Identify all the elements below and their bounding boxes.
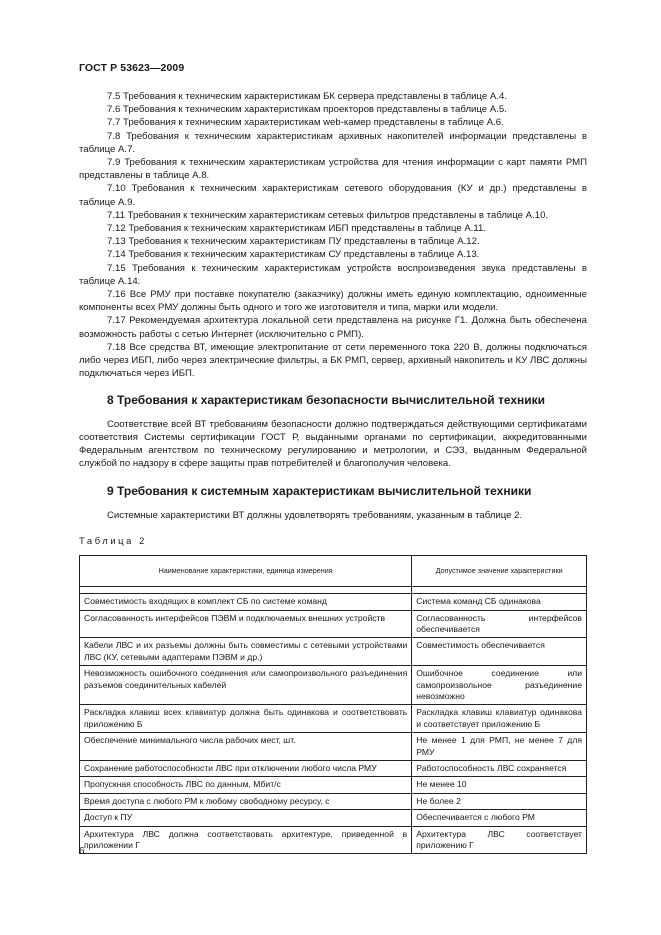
table-cell-value: Архитектура ЛВС соответствует приложению Г [412,826,587,854]
table-cell-value: Ошибочное соединение или самопроизвольное разъединение невозможно [412,666,587,705]
table-row [80,793,587,809]
table-cell-value: Не менее 1 для РМП, не менее 7 для РМУ [412,733,587,761]
table-cell-characteristic: Совместимость входящих в комплект СБ по системе команд [80,594,412,610]
table-row [80,638,587,666]
paragraph-7-7: 7.7 Требования к техническим характеристикам web-камер представлены в таблице А.6. [107,117,504,129]
table-spacer-cell [412,587,587,594]
paragraph-7-9: 7.9 Требования к техническим характеристикам устройства для чтения информации с карт памяти РМП представлены в таблице А.8. [79,157,587,182]
table-caption: Таблица 2 [79,534,147,546]
table-cell-characteristic: Согласованность интерфейсов ПЭВМ и подключаемых внешних устройств [80,610,412,638]
table-cell-characteristic: Обеспечение минимального числа рабочих мест, шт. [80,733,412,761]
section9-heading: 9 Требования к системным характеристикам вычислительной техники [107,484,532,499]
section9-text: Системные характеристики ВТ должны удовлетворять требованиям, указанным в таблице 2. [107,509,523,521]
table-row [80,810,587,826]
table-header-characteristic: Наименование характеристики, единица измерения [80,556,412,587]
table-cell-value: Система команд СБ одинакова [412,594,587,610]
table-cell-value: Совместимость обеспечивается [412,638,587,666]
requirements-table [79,555,587,854]
table-cell-characteristic: Архитектура ЛВС должна соответствовать архитектуре, приведенной в приложении Г [80,826,412,854]
section8-text: Соответствие всей ВТ требованиям безопасности должно подтверждаться действующими сертификатами соответствия Системы сертификации ГОСТ Р, выданными органами по сертификации, аккредитованными Федеральным агентством по техническому регулированию и метрологии, и СЭЗ, выданным Федеральной службой по надзору в сфере защиты прав потребителей и благополучия человека. [79,418,587,470]
section8-heading: 8 Требования к характеристикам безопасности вычислительной техники [107,393,546,408]
table-cell-characteristic: Пропускная способность ЛВС по данным, Мбит/с [80,777,412,793]
paragraph-7-13: 7.13 Требования к техническим характеристикам ПУ представлены в таблице А.12. [107,236,480,248]
table-header-value: Допустимое значение характеристики [412,556,587,587]
paragraph-7-6: 7.6 Требования к техническим характеристикам проекторов представлены в таблице А.5. [107,104,507,116]
table-cell-value: Не менее 10 [412,777,587,793]
document-body [79,90,587,854]
paragraph-7-12: 7.12 Требования к техническим характеристикам ИБП представлены в таблице А.11. [107,223,487,235]
paragraph-7-14: 7.14 Требования к техническим характеристикам СУ представлены в таблице А.13. [107,249,480,261]
table-cell-value: Раскладка клавиш клавиатур одинакова и соответствует приложению Б [412,705,587,733]
table-row [80,760,587,776]
table-cell-value: Согласованность интерфейсов обеспечивается [412,610,587,638]
table-cell-value: Не более 2 [412,793,587,809]
table-row [80,777,587,793]
section7-paragraphs [79,90,587,380]
table-cell-characteristic: Сохранение работоспособности ЛВС при отключении любого числа РМУ [80,760,412,776]
table-cell-characteristic: Невозможность ошибочного соединения или самопроизвольного разъединения разъемов соединительных кабелей [80,666,412,705]
paragraph-7-17: 7.17 Рекомендуемая архитектура локальной сети представлена на рисунке Г1. Должна быть обеспечена возможность работы с сетью Интернет (исключительно с РМП). [79,315,587,340]
paragraph-7-8: 7.8 Требования к техническим характеристикам архивных накопителей информации представлены в таблице А.7. [79,130,587,155]
paragraph-7-5: 7.5 Требования к техническим характеристикам БК сервера представлены в таблице А.4. [107,91,507,102]
table-cell-characteristic: Доступ к ПУ [80,810,412,826]
standard-header: ГОСТ Р 53623—2009 [79,62,185,74]
paragraph-7-10: 7.10 Требования к техническим характеристикам сетевого оборудования (КУ и др.) представлены в таблице А.9. [79,183,587,208]
table-row [80,705,587,733]
table-cell-characteristic: Время доступа с любого РМ к любому свободному ресурсу, с [80,793,412,809]
paragraph-7-15: 7.15 Требования к техническим характеристикам устройств воспроизведения звука представлены в таблице А.14. [79,262,587,287]
table-row [80,826,587,854]
table-spacer-cell [80,587,412,594]
table-spacer-row [80,587,587,594]
table-row [80,666,587,705]
table-header-row [80,556,587,587]
page-number: 6 [79,846,85,857]
paragraph-7-18: 7.18 Все средства ВТ, имеющие электропитание от сети переменного тока 220 В, должны подключаться либо через ИБП, либо через электрические фильтры, а БК РМП, сервер, архивный накопитель и КУ ЛВС должны подключаться через ИБП. [79,341,587,380]
paragraph-7-16: 7.16 Все РМУ при поставке покупателю (заказчику) должны иметь единую комплектацию, одноименные компоненты всех РМУ должны быть одного и того же изготовителя и типа, марки или модели. [79,289,587,314]
paragraph-7-11: 7.11 Требования к техническим характеристикам сетевых фильтров представлены в таблице А.10. [107,209,549,221]
table-cell-value: Работоспособность ЛВС сохраняется [412,760,587,776]
table-row [80,594,587,610]
table-cell-value: Обеспечивается с любого РМ [412,810,587,826]
table-cell-characteristic: Кабели ЛВС и их разъемы должны быть совместимы с сетевыми устройствами ЛВС (КУ, сетевыми адаптерами ПЭВМ и др.) [80,638,412,666]
table-cell-characteristic: Раскладка клавиш всех клавиатур должна быть одинакова и соответствовать приложению Б [80,705,412,733]
table-row [80,733,587,761]
table-row [80,610,587,638]
